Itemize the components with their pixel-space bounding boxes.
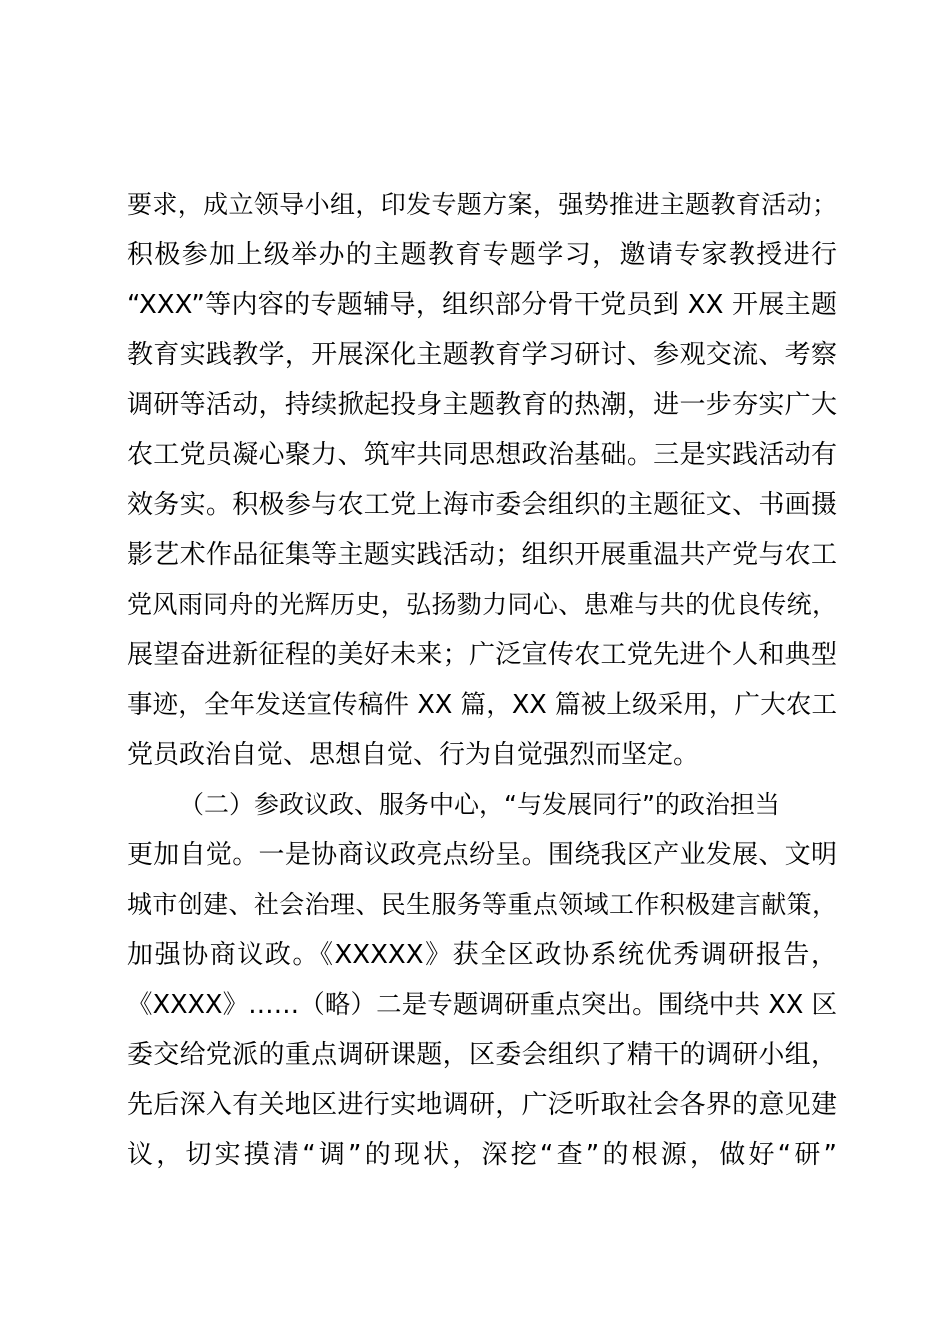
text-line-16: 加强协商议政。《XXXXX》获全区政协系统优秀调研报告， [127, 940, 837, 970]
text-line-12: 党员政治自觉、思想自觉、行为自觉强烈而坚定。 [127, 740, 700, 770]
text-line-10: 展望奋进新征程的美好未来；广泛宣传农工党先进个人和典型 [127, 640, 837, 670]
text-line-5: 调研等活动，持续掀起投身主题教育的热潮，进一步夯实广大 [127, 390, 837, 420]
section-heading-line: （二）参政议政、服务中心，“与发展同行”的政治担当 [179, 790, 780, 819]
text-line-1: 要求，成立领导小组，印发专题方案，强势推进主题教育活动； [127, 190, 837, 219]
text-line-9: 党风雨同舟的光辉历史，弘扬勠力同心、患难与共的优良传统， [127, 590, 837, 619]
text-line-17: 《XXXX》……（略）二是专题调研重点突出。围绕中共 XX 区 [127, 990, 837, 1020]
text-line-18: 委交给党派的重点调研课题，区委会组织了精干的调研小组， [127, 1040, 837, 1070]
text-line-8: 影艺术作品征集等主题实践活动；组织开展重温共产党与农工 [127, 540, 837, 570]
text-line-4: 教育实践教学，开展深化主题教育学习研讨、参观交流、考察 [127, 340, 837, 370]
text-line-2: 积极参加上级举办的主题教育专题学习，邀请专家教授进行 [127, 240, 837, 270]
text-line-3: “XXX”等内容的专题辅导，组织部分骨干党员到 XX 开展主题 [127, 290, 837, 320]
document-body [127, 180, 837, 1180]
text-line-7: 效务实。积极参与农工党上海市委会组织的主题征文、书画摄 [127, 490, 837, 520]
text-line-6: 农工党员凝心聚力、筑牢共同思想政治基础。三是实践活动有 [127, 440, 837, 470]
text-line-20: 议，切实摸清“调”的现状，深挖“查”的根源，做好“研” [127, 1140, 837, 1170]
text-line-14: 更加自觉。一是协商议政亮点纷呈。围绕我区产业发展、文明 [127, 840, 837, 870]
text-line-19: 先后深入有关地区进行实地调研，广泛听取社会各界的意见建 [127, 1090, 837, 1120]
text-line-11: 事迹，全年发送宣传稿件 XX 篇，XX 篇被上级采用，广大农工 [127, 690, 837, 720]
text-line-15: 城市创建、社会治理、民生服务等重点领域工作积极建言献策， [127, 890, 837, 919]
